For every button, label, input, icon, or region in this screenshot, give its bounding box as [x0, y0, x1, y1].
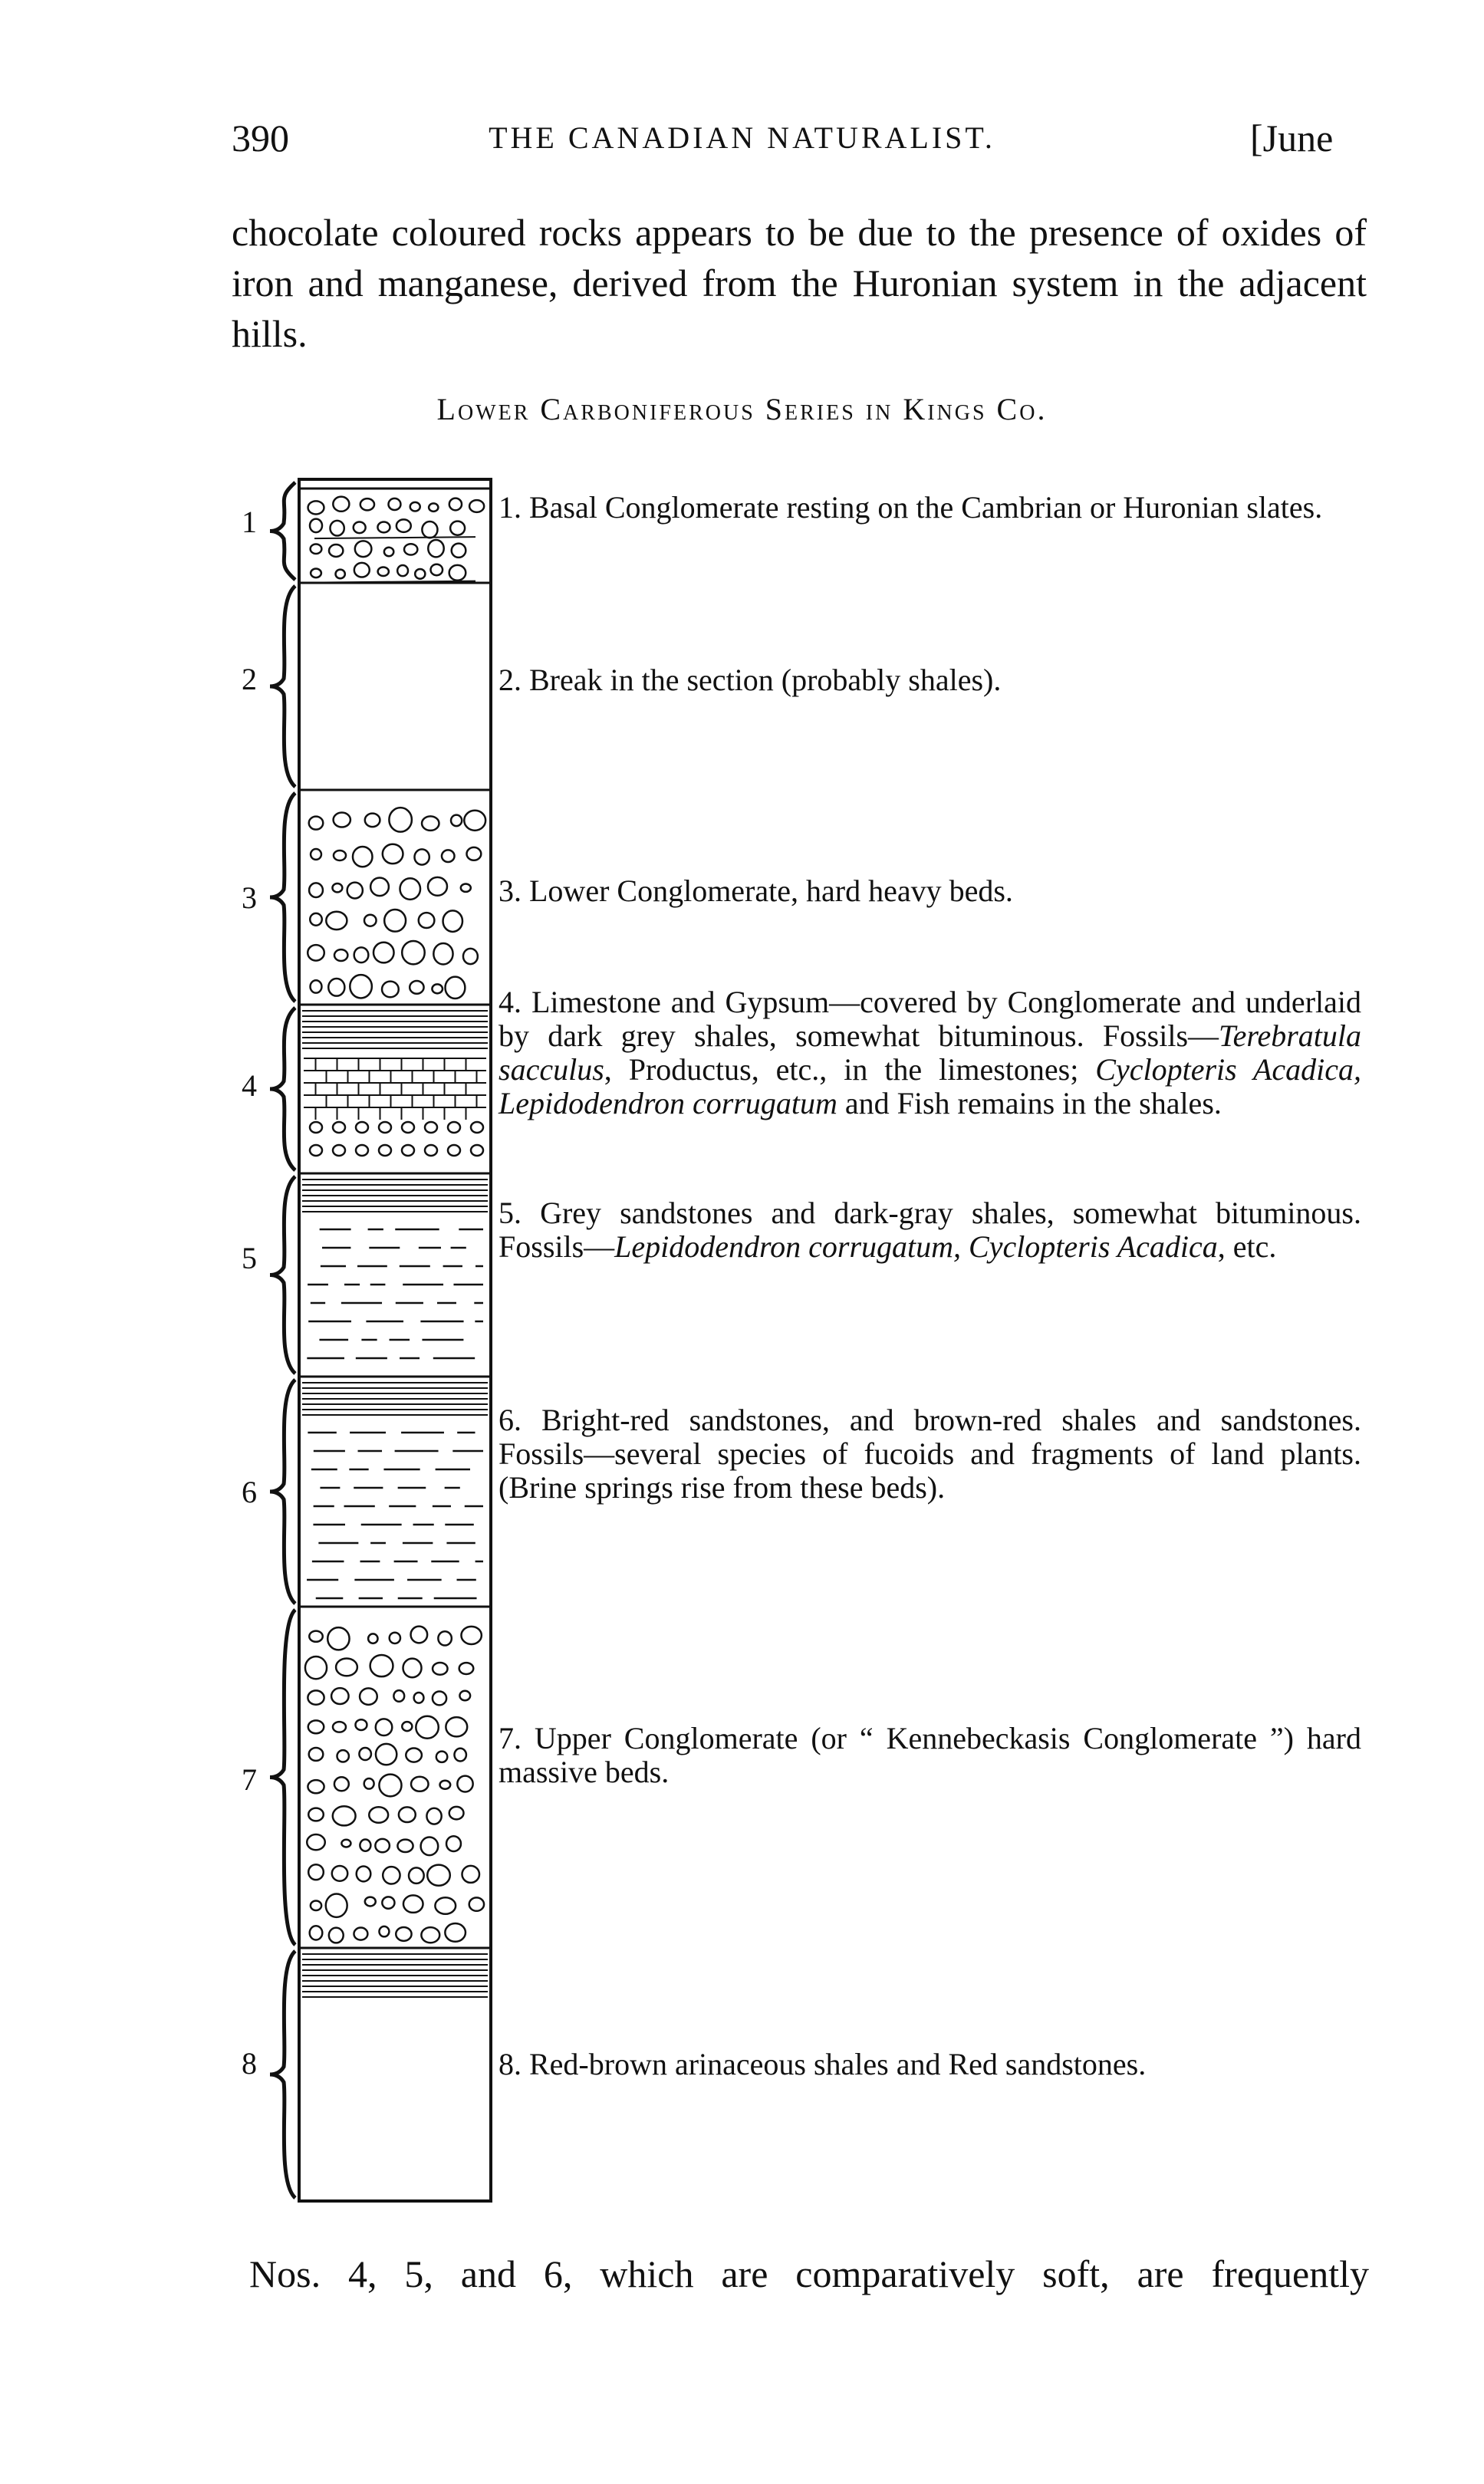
stratum-number: 5	[242, 1241, 257, 1275]
description-text: 5. Grey sandstones and dark-gray shales, somewhat bituminous. Fossils—	[499, 1196, 1361, 1264]
brace-4	[242, 1008, 295, 1170]
description-text: 1. Basal Conglomerate resting on the Cambrian or Huronian slates.	[499, 490, 1323, 525]
description-text: , Productus, etc., in the limestones;	[604, 1052, 1096, 1087]
description-text: 3. Lower Conglomerate, hard heavy beds.	[499, 874, 1013, 908]
stratum-number: 3	[242, 880, 257, 915]
running-title: THE CANADIAN NATURALIST.	[489, 120, 995, 155]
stratum-8-description	[499, 2048, 1361, 2081]
brace-7	[242, 1610, 295, 1945]
stratum-4	[299, 1005, 491, 1156]
stratum-number: 2	[242, 662, 257, 696]
stratum-8	[299, 1948, 491, 1997]
italic-taxon: Cyclopteris Acadica, Lepidodendron corrugatum	[499, 1052, 1361, 1120]
brace-8	[242, 1951, 295, 2198]
stratum-number: 6	[242, 1475, 257, 1509]
description-text: , etc.	[1217, 1229, 1277, 1264]
brace-3	[242, 793, 295, 1002]
stratum-6-description	[499, 1403, 1361, 1505]
intro-paragraph: chocolate coloured rocks appears to be due to the presence of oxides of iron and manganese, derived from the Huronian system in the adjacent hills.	[232, 211, 1367, 355]
stratum-1	[308, 497, 485, 583]
brace-6	[242, 1380, 295, 1604]
brace-2	[242, 586, 295, 787]
description-text: 8. Red-brown arinaceous shales and Red sandstones.	[499, 2047, 1147, 2081]
italic-taxon: Lepidodendron corrugatum, Cyclopteris Acadica	[614, 1229, 1218, 1264]
brace-5	[242, 1176, 295, 1374]
page-number: 390	[232, 117, 289, 160]
stratum-number: 7	[242, 1762, 257, 1797]
closing-paragraph: Nos. 4, 5, and 6, which are comparatively soft, are frequently	[249, 2252, 1369, 2295]
italic-taxon: Terebratula sacculus	[499, 1018, 1361, 1087]
description-text: 2. Break in the section (probably shales).	[499, 663, 1002, 697]
section-mark: [June	[1250, 117, 1334, 160]
description-text: 4. Limestone and Gypsum—covered by Conglomerate and underlaid by dark grey shales, somewhat bituminous. Fossils—	[499, 985, 1361, 1053]
stratum-5	[299, 1173, 491, 1358]
stratum-6	[299, 1377, 491, 1598]
stratum-number: 1	[242, 505, 257, 539]
stratum-1-description	[499, 491, 1361, 525]
stratum-3	[299, 790, 491, 999]
stratum-3-description	[499, 874, 1361, 908]
figure-title: Lower Carboniferous Series in Kings Co.	[436, 392, 1048, 426]
stratum-7	[299, 1607, 491, 1943]
stratum-number: 4	[242, 1068, 257, 1103]
stratum-5-description	[499, 1196, 1361, 1264]
stratum-4-description	[499, 985, 1361, 1120]
stratum-number: 8	[242, 2046, 257, 2081]
stratum-2-description	[499, 663, 1361, 697]
stratum-7-description	[499, 1722, 1361, 1789]
description-text: 6. Bright-red sandstones, and brown-red shales and sandstones. Fossils—several species of fucoids and fragments of land plants. (Brine springs rise from these beds).	[499, 1403, 1361, 1505]
description-text: and Fish remains in the shales.	[837, 1086, 1222, 1120]
brace-1	[242, 482, 295, 580]
description-text: 7. Upper Conglomerate (or “ Kennebeckasis Conglomerate ”) hard massive beds.	[499, 1721, 1361, 1789]
